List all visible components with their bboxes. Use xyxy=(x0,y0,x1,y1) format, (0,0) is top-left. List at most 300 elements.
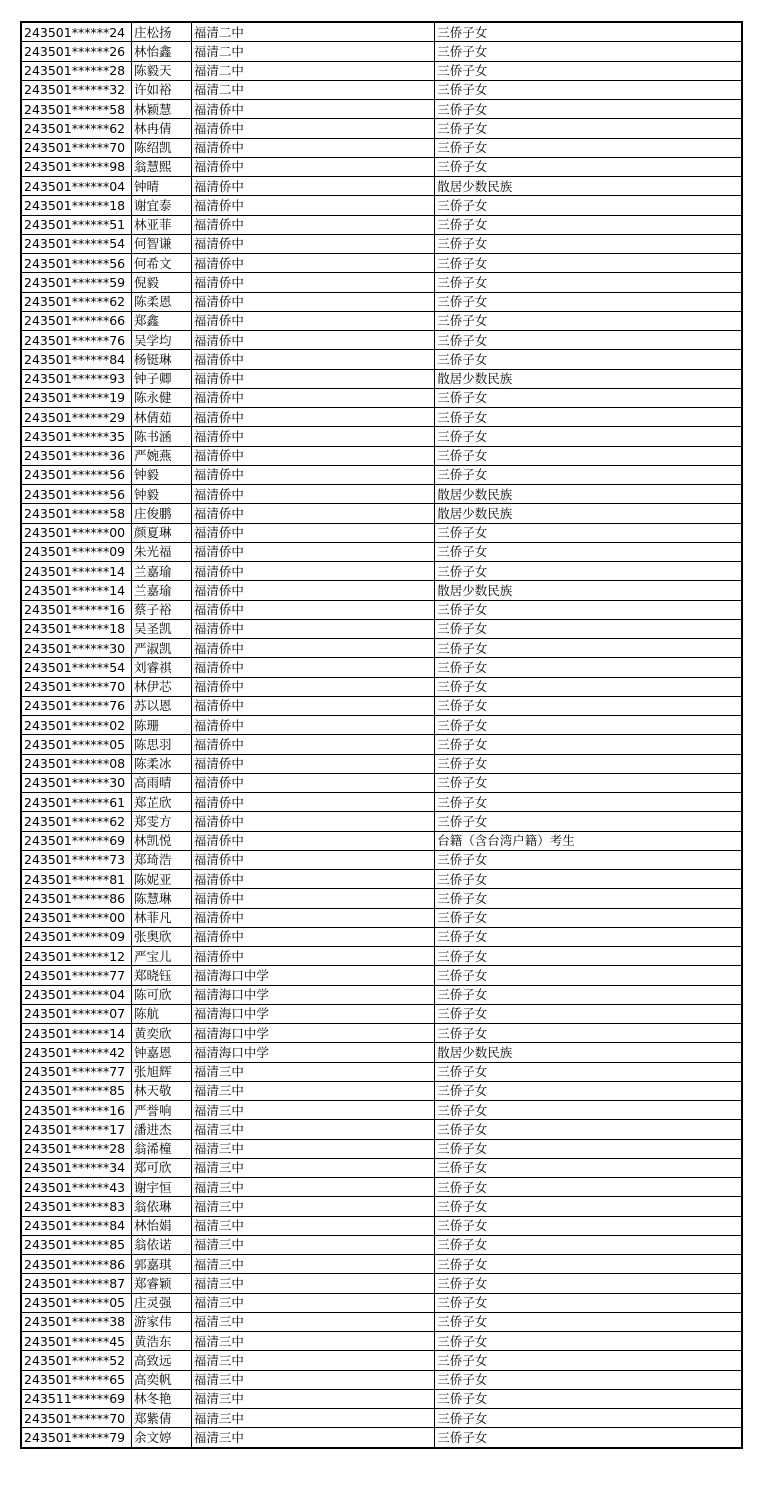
category-cell: 三侨子女 xyxy=(435,408,742,427)
exam-id-cell: 243501******84 xyxy=(21,350,132,369)
exam-id-cell: 243501******05 xyxy=(21,1293,132,1312)
school-cell: 福清侨中 xyxy=(191,542,434,561)
exam-id-cell: 243501******81 xyxy=(21,870,132,889)
table-row xyxy=(21,292,742,311)
school-cell: 福清海口中学 xyxy=(191,1043,434,1062)
name-cell: 郑鑫 xyxy=(132,311,192,330)
category-cell: 三侨子女 xyxy=(435,677,742,696)
table-row xyxy=(21,215,742,234)
category-cell: 三侨子女 xyxy=(435,1409,742,1428)
school-cell: 福清三中 xyxy=(191,1216,434,1235)
school-cell: 福清海口中学 xyxy=(191,1024,434,1043)
table-row xyxy=(21,157,742,176)
exam-id-cell: 243501******62 xyxy=(21,119,132,138)
school-cell: 福清三中 xyxy=(191,1312,434,1331)
table-row xyxy=(21,1178,742,1197)
table-row xyxy=(21,1158,742,1177)
exam-id-cell: 243501******28 xyxy=(21,1139,132,1158)
name-cell: 郑紫倩 xyxy=(132,1409,192,1428)
table-row xyxy=(21,1120,742,1139)
name-cell: 林菲凡 xyxy=(132,908,192,927)
table-row xyxy=(21,138,742,157)
table-row xyxy=(21,446,742,465)
name-cell: 郑晓钰 xyxy=(132,966,192,985)
table-row xyxy=(21,523,742,542)
table-row xyxy=(21,812,742,831)
table-row xyxy=(21,1101,742,1120)
category-cell: 三侨子女 xyxy=(435,1178,742,1197)
exam-id-cell: 243501******85 xyxy=(21,1081,132,1100)
name-cell: 庄俊鹏 xyxy=(132,504,192,523)
category-cell: 三侨子女 xyxy=(435,1139,742,1158)
category-cell: 三侨子女 xyxy=(435,985,742,1004)
category-cell: 三侨子女 xyxy=(435,1255,742,1274)
table-row xyxy=(21,619,742,638)
table-row xyxy=(21,1428,742,1448)
name-cell: 刘睿祺 xyxy=(132,658,192,677)
category-cell: 三侨子女 xyxy=(435,793,742,812)
name-cell: 黄浩东 xyxy=(132,1332,192,1351)
category-cell: 三侨子女 xyxy=(435,1235,742,1254)
exam-id-cell: 243501******70 xyxy=(21,1409,132,1428)
table-row xyxy=(21,773,742,792)
school-cell: 福清三中 xyxy=(191,1370,434,1389)
name-cell: 何智谦 xyxy=(132,234,192,253)
exam-id-cell: 243501******00 xyxy=(21,908,132,927)
name-cell: 翁依琳 xyxy=(132,1197,192,1216)
exam-id-cell: 243501******18 xyxy=(21,196,132,215)
category-cell: 三侨子女 xyxy=(435,1389,742,1408)
name-cell: 陈慧琳 xyxy=(132,889,192,908)
category-cell: 三侨子女 xyxy=(435,1370,742,1389)
exam-id-cell: 243501******30 xyxy=(21,639,132,658)
exam-id-cell: 243501******83 xyxy=(21,1197,132,1216)
name-cell: 陈永健 xyxy=(132,388,192,407)
name-cell: 庄灵强 xyxy=(132,1293,192,1312)
exam-id-cell: 243501******32 xyxy=(21,80,132,99)
exam-id-cell: 243501******54 xyxy=(21,234,132,253)
table-row xyxy=(21,927,742,946)
table-row xyxy=(21,985,742,1004)
table-row xyxy=(21,408,742,427)
school-cell: 福清侨中 xyxy=(191,889,434,908)
category-cell: 三侨子女 xyxy=(435,696,742,715)
name-cell: 严婉燕 xyxy=(132,446,192,465)
category-cell: 三侨子女 xyxy=(435,600,742,619)
school-cell: 福清侨中 xyxy=(191,600,434,619)
category-cell: 三侨子女 xyxy=(435,196,742,215)
name-cell: 钟晴 xyxy=(132,177,192,196)
category-cell: 三侨子女 xyxy=(435,754,742,773)
school-cell: 福清侨中 xyxy=(191,311,434,330)
school-cell: 福清侨中 xyxy=(191,485,434,504)
category-cell: 三侨子女 xyxy=(435,1428,742,1448)
name-cell: 严宝儿 xyxy=(132,947,192,966)
table-row xyxy=(21,254,742,273)
category-cell: 三侨子女 xyxy=(435,1081,742,1100)
name-cell: 郑睿颖 xyxy=(132,1274,192,1293)
school-cell: 福清侨中 xyxy=(191,138,434,157)
category-cell: 三侨子女 xyxy=(435,292,742,311)
table-row xyxy=(21,600,742,619)
exam-id-cell: 243501******29 xyxy=(21,408,132,427)
name-cell: 张旭辉 xyxy=(132,1062,192,1081)
name-cell: 蔡子裕 xyxy=(132,600,192,619)
table-row xyxy=(21,22,742,42)
category-cell: 三侨子女 xyxy=(435,311,742,330)
name-cell: 陈航 xyxy=(132,1004,192,1023)
school-cell: 福清侨中 xyxy=(191,427,434,446)
school-cell: 福清海口中学 xyxy=(191,1004,434,1023)
table-row xyxy=(21,1332,742,1351)
category-cell: 三侨子女 xyxy=(435,773,742,792)
category-cell: 散居少数民族 xyxy=(435,369,742,388)
exam-id-cell: 243501******08 xyxy=(21,754,132,773)
name-cell: 林怡娟 xyxy=(132,1216,192,1235)
name-cell: 林天敬 xyxy=(132,1081,192,1100)
name-cell: 陈妮亚 xyxy=(132,870,192,889)
exam-id-cell: 243501******43 xyxy=(21,1178,132,1197)
exam-id-cell: 243501******26 xyxy=(21,42,132,61)
name-cell: 陈柔冰 xyxy=(132,754,192,773)
category-cell: 散居少数民族 xyxy=(435,504,742,523)
table-row xyxy=(21,1235,742,1254)
school-cell: 福清侨中 xyxy=(191,234,434,253)
school-cell: 福清侨中 xyxy=(191,562,434,581)
table-row xyxy=(21,677,742,696)
category-cell: 台籍（含台湾户籍）考生 xyxy=(435,831,742,850)
exam-id-cell: 243501******14 xyxy=(21,1024,132,1043)
school-cell: 福清侨中 xyxy=(191,793,434,812)
exam-id-cell: 243501******77 xyxy=(21,966,132,985)
table-row xyxy=(21,639,742,658)
table-row xyxy=(21,1409,742,1428)
name-cell: 谢宜泰 xyxy=(132,196,192,215)
exam-id-cell: 243501******65 xyxy=(21,1370,132,1389)
table-row xyxy=(21,1293,742,1312)
category-cell: 三侨子女 xyxy=(435,350,742,369)
name-cell: 陈珊 xyxy=(132,716,192,735)
name-cell: 林颖慧 xyxy=(132,100,192,119)
table-row xyxy=(21,1274,742,1293)
table-row xyxy=(21,1389,742,1408)
school-cell: 福清三中 xyxy=(191,1389,434,1408)
name-cell: 郑雯方 xyxy=(132,812,192,831)
table-row xyxy=(21,908,742,927)
exam-id-cell: 243501******00 xyxy=(21,523,132,542)
exam-id-cell: 243501******05 xyxy=(21,735,132,754)
school-cell: 福清三中 xyxy=(191,1197,434,1216)
category-cell: 三侨子女 xyxy=(435,735,742,754)
category-cell: 三侨子女 xyxy=(435,850,742,869)
category-cell: 三侨子女 xyxy=(435,22,742,42)
exam-id-cell: 243501******52 xyxy=(21,1351,132,1370)
school-cell: 福清三中 xyxy=(191,1351,434,1370)
school-cell: 福清侨中 xyxy=(191,465,434,484)
school-cell: 福清侨中 xyxy=(191,619,434,638)
name-cell: 潘进杰 xyxy=(132,1120,192,1139)
exam-id-cell: 243501******66 xyxy=(21,311,132,330)
name-cell: 朱光福 xyxy=(132,542,192,561)
school-cell: 福清三中 xyxy=(191,1062,434,1081)
table-row xyxy=(21,273,742,292)
school-cell: 福清侨中 xyxy=(191,388,434,407)
category-cell: 三侨子女 xyxy=(435,1024,742,1043)
school-cell: 福清侨中 xyxy=(191,658,434,677)
name-cell: 高致远 xyxy=(132,1351,192,1370)
exam-id-cell: 243501******62 xyxy=(21,292,132,311)
category-cell: 三侨子女 xyxy=(435,215,742,234)
table-row xyxy=(21,1370,742,1389)
table-row xyxy=(21,61,742,80)
school-cell: 福清侨中 xyxy=(191,639,434,658)
name-cell: 林怡鑫 xyxy=(132,42,192,61)
school-cell: 福清侨中 xyxy=(191,504,434,523)
category-cell: 三侨子女 xyxy=(435,1101,742,1120)
table-row xyxy=(21,465,742,484)
category-cell: 三侨子女 xyxy=(435,100,742,119)
table-row xyxy=(21,427,742,446)
school-cell: 福清侨中 xyxy=(191,331,434,350)
name-cell: 陈书涵 xyxy=(132,427,192,446)
exam-id-cell: 243501******28 xyxy=(21,61,132,80)
category-cell: 三侨子女 xyxy=(435,908,742,927)
exam-id-cell: 243501******58 xyxy=(21,100,132,119)
name-cell: 郭嘉琪 xyxy=(132,1255,192,1274)
exam-id-cell: 243501******56 xyxy=(21,465,132,484)
exam-id-cell: 243501******09 xyxy=(21,927,132,946)
table-row xyxy=(21,947,742,966)
category-cell: 三侨子女 xyxy=(435,331,742,350)
category-cell: 散居少数民族 xyxy=(435,485,742,504)
school-cell: 福清侨中 xyxy=(191,254,434,273)
exam-id-cell: 243501******70 xyxy=(21,677,132,696)
school-cell: 福清海口中学 xyxy=(191,985,434,1004)
school-cell: 福清海口中学 xyxy=(191,966,434,985)
name-cell: 陈柔恩 xyxy=(132,292,192,311)
school-cell: 福清侨中 xyxy=(191,773,434,792)
name-cell: 陈绍凯 xyxy=(132,138,192,157)
school-cell: 福清侨中 xyxy=(191,947,434,966)
school-cell: 福清三中 xyxy=(191,1139,434,1158)
school-cell: 福清侨中 xyxy=(191,177,434,196)
name-cell: 苏以恩 xyxy=(132,696,192,715)
name-cell: 严誉响 xyxy=(132,1101,192,1120)
school-cell: 福清侨中 xyxy=(191,696,434,715)
school-cell: 福清侨中 xyxy=(191,408,434,427)
school-cell: 福清二中 xyxy=(191,22,434,42)
category-cell: 三侨子女 xyxy=(435,1120,742,1139)
exam-id-cell: 243501******07 xyxy=(21,1004,132,1023)
name-cell: 翁依诺 xyxy=(132,1235,192,1254)
category-cell: 三侨子女 xyxy=(435,1293,742,1312)
table-row xyxy=(21,42,742,61)
exam-id-cell: 243501******98 xyxy=(21,157,132,176)
school-cell: 福清侨中 xyxy=(191,870,434,889)
category-cell: 三侨子女 xyxy=(435,562,742,581)
table-row xyxy=(21,870,742,889)
category-cell: 三侨子女 xyxy=(435,716,742,735)
name-cell: 许如裕 xyxy=(132,80,192,99)
name-cell: 钟毅 xyxy=(132,485,192,504)
table-row xyxy=(21,1312,742,1331)
name-cell: 谢宇恒 xyxy=(132,1178,192,1197)
school-cell: 福清侨中 xyxy=(191,581,434,600)
exam-id-cell: 243501******24 xyxy=(21,22,132,42)
category-cell: 三侨子女 xyxy=(435,273,742,292)
name-cell: 郑琦浩 xyxy=(132,850,192,869)
category-cell: 三侨子女 xyxy=(435,427,742,446)
table-row xyxy=(21,1197,742,1216)
table-row xyxy=(21,754,742,773)
table-row xyxy=(21,696,742,715)
exam-id-cell: 243501******14 xyxy=(21,581,132,600)
table-row xyxy=(21,196,742,215)
school-cell: 福清侨中 xyxy=(191,754,434,773)
school-cell: 福清三中 xyxy=(191,1428,434,1448)
exam-id-cell: 243501******14 xyxy=(21,562,132,581)
category-cell: 三侨子女 xyxy=(435,927,742,946)
table-row xyxy=(21,504,742,523)
school-cell: 福清侨中 xyxy=(191,273,434,292)
exam-id-cell: 243501******86 xyxy=(21,889,132,908)
exam-id-cell: 243501******62 xyxy=(21,812,132,831)
table-row xyxy=(21,793,742,812)
exam-id-cell: 243501******35 xyxy=(21,427,132,446)
table-row xyxy=(21,850,742,869)
category-cell: 三侨子女 xyxy=(435,639,742,658)
name-cell: 陈思羽 xyxy=(132,735,192,754)
school-cell: 福清侨中 xyxy=(191,523,434,542)
table-row xyxy=(21,80,742,99)
exam-id-cell: 243501******09 xyxy=(21,542,132,561)
category-cell: 三侨子女 xyxy=(435,388,742,407)
category-cell: 三侨子女 xyxy=(435,1351,742,1370)
school-cell: 福清侨中 xyxy=(191,100,434,119)
exam-id-cell: 243501******73 xyxy=(21,850,132,869)
category-cell: 三侨子女 xyxy=(435,157,742,176)
school-cell: 福清三中 xyxy=(191,1081,434,1100)
category-cell: 散居少数民族 xyxy=(435,1043,742,1062)
school-cell: 福清侨中 xyxy=(191,927,434,946)
category-cell: 散居少数民族 xyxy=(435,177,742,196)
exam-id-cell: 243511******69 xyxy=(21,1389,132,1408)
exam-id-cell: 243501******69 xyxy=(21,831,132,850)
school-cell: 福清侨中 xyxy=(191,735,434,754)
school-cell: 福清侨中 xyxy=(191,215,434,234)
exam-id-cell: 243501******45 xyxy=(21,1332,132,1351)
name-cell: 钟嘉恩 xyxy=(132,1043,192,1062)
exam-id-cell: 243501******77 xyxy=(21,1062,132,1081)
exam-id-cell: 243501******36 xyxy=(21,446,132,465)
exam-id-cell: 243501******79 xyxy=(21,1428,132,1448)
table-row xyxy=(21,889,742,908)
exam-id-cell: 243501******61 xyxy=(21,793,132,812)
category-cell: 三侨子女 xyxy=(435,254,742,273)
exam-id-cell: 243501******17 xyxy=(21,1120,132,1139)
school-cell: 福清三中 xyxy=(191,1158,434,1177)
exam-id-cell: 243501******85 xyxy=(21,1235,132,1254)
exam-id-cell: 243501******42 xyxy=(21,1043,132,1062)
table-row xyxy=(21,177,742,196)
category-cell: 三侨子女 xyxy=(435,619,742,638)
school-cell: 福清三中 xyxy=(191,1293,434,1312)
category-cell: 三侨子女 xyxy=(435,1158,742,1177)
category-cell: 三侨子女 xyxy=(435,947,742,966)
exam-id-cell: 243501******04 xyxy=(21,177,132,196)
school-cell: 福清三中 xyxy=(191,1178,434,1197)
name-cell: 翁浠橦 xyxy=(132,1139,192,1158)
exam-id-cell: 243501******34 xyxy=(21,1158,132,1177)
table-row xyxy=(21,311,742,330)
name-cell: 陈可欣 xyxy=(132,985,192,1004)
table-row xyxy=(21,1024,742,1043)
name-cell: 吴圣凯 xyxy=(132,619,192,638)
school-cell: 福清侨中 xyxy=(191,292,434,311)
table-row xyxy=(21,735,742,754)
name-cell: 倪毅 xyxy=(132,273,192,292)
table-row xyxy=(21,100,742,119)
exam-id-cell: 243501******56 xyxy=(21,254,132,273)
school-cell: 福清侨中 xyxy=(191,812,434,831)
category-cell: 三侨子女 xyxy=(435,966,742,985)
school-cell: 福清二中 xyxy=(191,61,434,80)
exam-id-cell: 243501******02 xyxy=(21,716,132,735)
exam-id-cell: 243501******04 xyxy=(21,985,132,1004)
category-cell: 三侨子女 xyxy=(435,465,742,484)
category-cell: 三侨子女 xyxy=(435,812,742,831)
name-cell: 翁慧熙 xyxy=(132,157,192,176)
table-row xyxy=(21,581,742,600)
exam-id-cell: 243501******12 xyxy=(21,947,132,966)
table-row xyxy=(21,331,742,350)
name-cell: 高雨晴 xyxy=(132,773,192,792)
category-cell: 三侨子女 xyxy=(435,234,742,253)
category-cell: 三侨子女 xyxy=(435,523,742,542)
name-cell: 何希文 xyxy=(132,254,192,273)
name-cell: 林冉倩 xyxy=(132,119,192,138)
exam-id-cell: 243501******87 xyxy=(21,1274,132,1293)
candidate-table-body xyxy=(21,22,742,1448)
exam-id-cell: 243501******86 xyxy=(21,1255,132,1274)
school-cell: 福清侨中 xyxy=(191,119,434,138)
name-cell: 庄松扬 xyxy=(132,22,192,42)
table-row xyxy=(21,716,742,735)
school-cell: 福清侨中 xyxy=(191,350,434,369)
name-cell: 陈毅天 xyxy=(132,61,192,80)
category-cell: 三侨子女 xyxy=(435,1216,742,1235)
name-cell: 郑可欣 xyxy=(132,1158,192,1177)
name-cell: 颜夏琳 xyxy=(132,523,192,542)
school-cell: 福清侨中 xyxy=(191,677,434,696)
name-cell: 兰嘉瑜 xyxy=(132,562,192,581)
name-cell: 郑芷欣 xyxy=(132,793,192,812)
exam-id-cell: 243501******70 xyxy=(21,138,132,157)
category-cell: 三侨子女 xyxy=(435,446,742,465)
category-cell: 三侨子女 xyxy=(435,889,742,908)
table-row xyxy=(21,542,742,561)
table-row xyxy=(21,1081,742,1100)
school-cell: 福清三中 xyxy=(191,1235,434,1254)
school-cell: 福清三中 xyxy=(191,1409,434,1428)
name-cell: 林冬艳 xyxy=(132,1389,192,1408)
candidate-table xyxy=(20,21,743,1449)
name-cell: 兰嘉瑜 xyxy=(132,581,192,600)
table-row xyxy=(21,1004,742,1023)
category-cell: 三侨子女 xyxy=(435,1274,742,1293)
exam-id-cell: 243501******56 xyxy=(21,485,132,504)
school-cell: 福清侨中 xyxy=(191,850,434,869)
